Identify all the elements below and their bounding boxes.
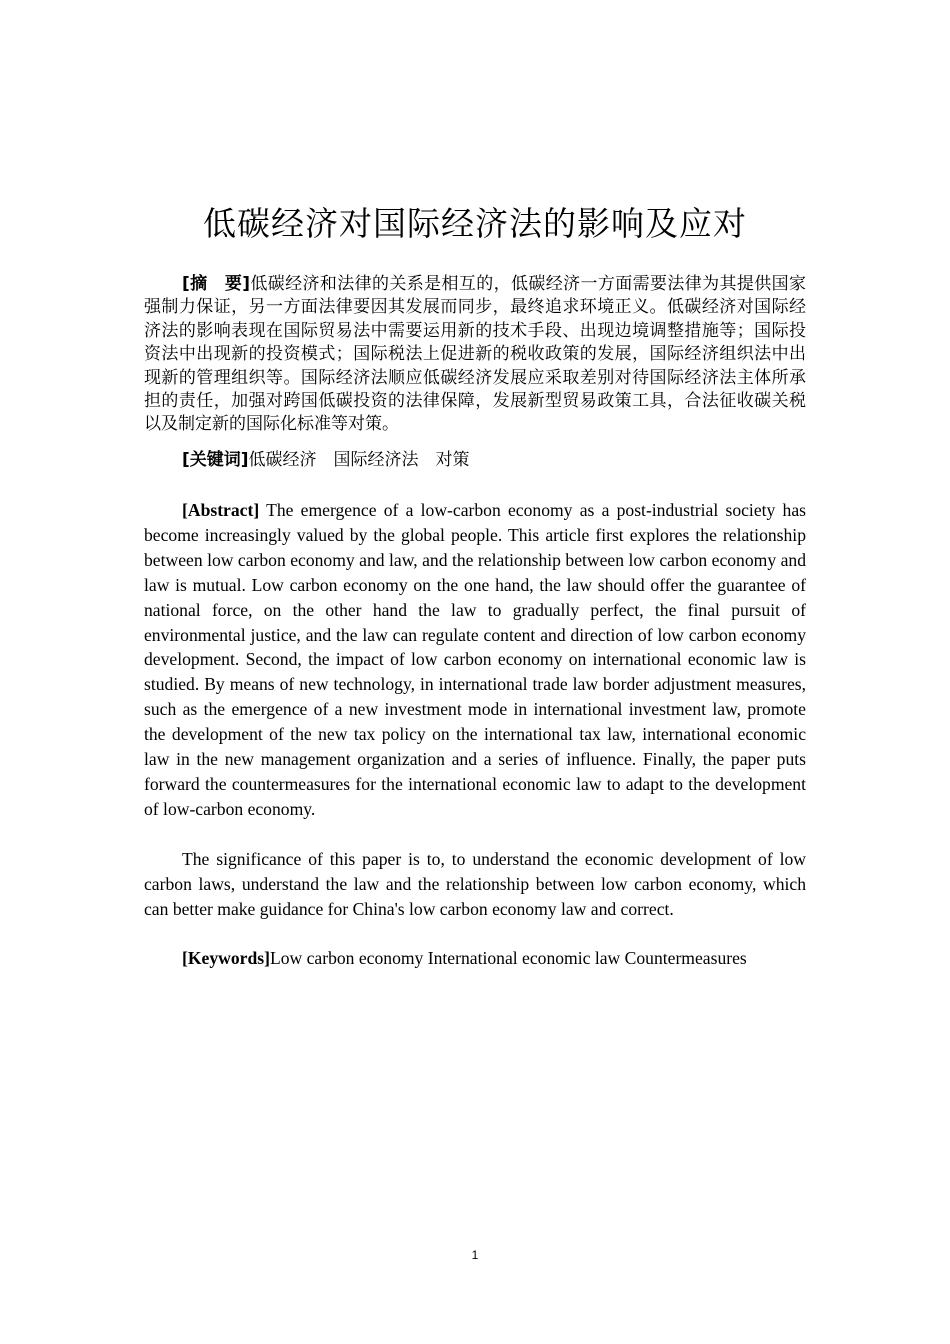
english-keywords-label: [Keywords] [182, 948, 270, 968]
english-keywords [144, 946, 824, 971]
chinese-abstract-text: 低碳经济和法律的关系是相互的，低碳经济一方面需要法律为其提供国家强制力保证，另一方面法律要因其发展而同步，最终追求环境正义。低碳经济对国际经济法的影响表现在国际贸易法中需要运用新的技术手段、出现边境调整措施等；国际投资法中出现新的投资模式；国际税法上促进新的税收政策的发展，国际经济组织法中出现新的管理组织等。国际经济法顺应低碳经济发展应采取差别对待国际经济法主体所承担的责任，加强对跨国低碳投资的法律保障，发展新型贸易政策工具，合法征收碳关税以及制定新的国际化标准等对策。 [144, 274, 807, 435]
chinese-keywords-text: 低碳经济 国际经济法 对策 [248, 450, 470, 470]
english-abstract [144, 498, 806, 822]
english-abstract-label: [Abstract] [182, 500, 260, 520]
english-significance-paragraph: The significance of this paper is to, to understand the economic development of low carbon laws, understand the law and the relationship between low carbon economy, which can better make guidance for China's low carbon economy law and correct. [144, 849, 806, 919]
chinese-abstract [144, 273, 806, 437]
page-number: 1 [471, 1248, 479, 1262]
english-abstract-text: The emergence of a low-carbon economy as a post-industrial society has become increasingly valued by the global people. This article first explores the relationship between low carbon economy and law, and the relationship between low carbon economy and law is mutual. Low carbon economy on the one hand, the law should offer the guarantee of national force, on the other hand the law to gradually perfect, the final pursuit of environmental justice, and the law can regulate content and direction of low carbon economy development. Second, the impact of low carbon economy on international economic law is studied. By means of new technology, in international trade law border adjustment measures, such as the emergence of a new investment mode in international investment law, promote the development of the new tax policy on the international tax law, international economic law in the new management organization and a series of influence. Finally, the paper puts forward the countermeasures for the international economic law to adapt to the development of low-carbon economy. [144, 500, 806, 819]
paper-title: 低碳经济对国际经济法的影响及应对 [203, 204, 747, 243]
english-keywords-text: Low carbon economy International economic law Countermeasures [269, 948, 747, 968]
chinese-keywords-label: [关键词] [182, 450, 249, 470]
chinese-keywords [144, 449, 806, 472]
chinese-abstract-label: [摘 要] [182, 274, 251, 294]
